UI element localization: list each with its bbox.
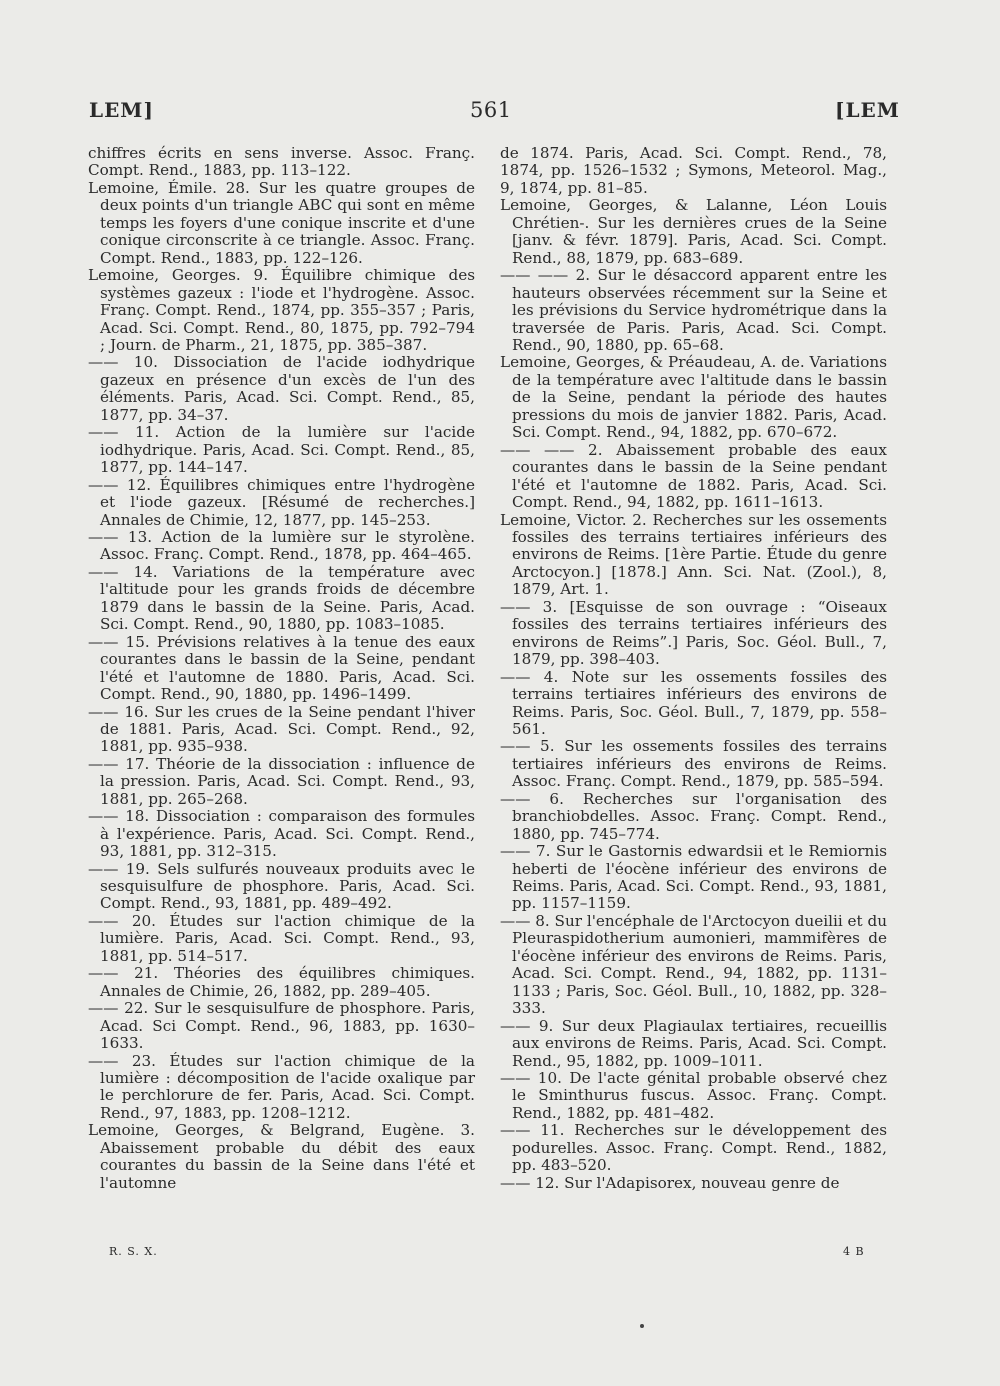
entry: —— —— 2. Abaissement probable des eaux courantes dans le bassin de la Seine pendant l'été et l'automne de 1882. Paris, Acad. Sci. Compt. Rend., 94, 1882, pp. 1611–1613.	[500, 440, 887, 512]
entry: —— 5. Sur les ossements fossiles des terrains tertiaires inférieurs des environs de Reims. Assoc. Franç. Compt. Rend., 1879, pp. 585–594.	[500, 737, 887, 791]
entry: —— 19. Sels sulfurés nouveaux produits avec le sesquisulfure de phosphore. Paris, Acad. Sci. Compt. Rend., 93, 1881, pp. 489–492.	[88, 859, 475, 913]
entry: —— 4. Note sur les ossements fossiles des terrains tertiaires inférieurs des environs de Reims. Paris, Soc. Géol. Bull., 7, 1879, pp. 558–561.	[500, 667, 887, 738]
right-column	[500, 145, 887, 1192]
entry: —— 11. Recherches sur le développement des podurelles. Assoc. Franç. Compt. Rend., 1882, pp. 483–520.	[500, 1121, 887, 1175]
running-head-right: [LEM	[835, 98, 900, 122]
entry: Lemoine, Georges, & Belgrand, Eugène. 3. Abaissement probable du débit des eaux courantes du bassin de la Seine dans l'été et l'automne	[88, 1121, 475, 1192]
page-number: 561	[470, 98, 512, 122]
entry: Lemoine, Émile. 28. Sur les quatre groupes de deux points d'un triangle ABC qui sont en même temps les foyers d'une conique inscrite et d'une conique circonscrite à ce triangle. Assoc. Franç. Compt. Rend., 1883, pp. 122–126.	[88, 178, 475, 267]
entry: chiffres écrits en sens inverse. Assoc. Franç. Compt. Rend., 1883, pp. 113–122.	[88, 144, 475, 180]
entry: —— 22. Sur le sesquisulfure de phosphore. Paris, Acad. Sci Compt. Rend., 96, 1883, pp. 1630–1633.	[88, 999, 475, 1053]
entry: —— 10. De l'acte génital probable observé chez le Sminthurus fuscus. Assoc. Franç. Compt. Rend., 1882, pp. 481–482.	[500, 1069, 887, 1122]
entry: de 1874. Paris, Acad. Sci. Compt. Rend., 78, 1874, pp. 1526–1532 ; Symons, Meteorol. Mag., 9, 1874, pp. 81–85.	[500, 144, 887, 197]
entry: —— 16. Sur les crues de la Seine pendant l'hiver de 1881. Paris, Acad. Sci. Compt. Rend., 92, 1881, pp. 935–938.	[88, 702, 475, 756]
entry: Lemoine, Georges, & Préaudeau, A. de. Variations de la température avec l'altitude dans le bassin de la Seine, pendant la période des hautes pressions du mois de janvier 1882. Paris, Acad. Sci. Compt. Rend., 94, 1882, pp. 670–672.	[500, 353, 887, 442]
entry: —— 12. Sur l'Adapisorex, nouveau genre de	[500, 1173, 840, 1192]
entry: —— 7. Sur le Gastornis edwardsii et le Remiornis heberti de l'éocène inférieur des environs de Reims. Paris, Acad. Sci. Compt. Rend., 93, 1881, pp. 1157–1159.	[500, 842, 887, 913]
running-head-left: LEM]	[89, 98, 154, 122]
ink-speck	[640, 1324, 644, 1328]
entry: —— 9. Sur deux Plagiaulax tertiaires, recueillis aux environs de Reims. Paris, Acad. Sci. Compt. Rend., 95, 1882, pp. 1009–1011.	[500, 1016, 887, 1070]
signature-mark: R. S. X.	[109, 1245, 158, 1258]
entry: —— 12. Équilibres chimiques entre l'hydrogène et l'iode gazeux. [Résumé de recherches.] Annales de Chimie, 12, 1877, pp. 145–253.	[88, 475, 475, 529]
entry: —— 10. Dissociation de l'acide iodhydrique gazeux en présence d'un excès de l'un des éléments. Paris, Acad. Sci. Compt. Rend., 85, 1877, pp. 34–37.	[88, 353, 475, 424]
entry: —— 14. Variations de la température avec l'altitude pour les grands froids de décembre 1879 dans le bassin de la Seine. Paris, Acad. Sci. Compt. Rend., 90, 1880, pp. 1083–1085.	[88, 562, 475, 634]
entry: Lemoine, Georges, & Lalanne, Léon Louis Chrétien-. Sur les dernières crues de la Seine [janv. & févr. 1879]. Paris, Acad. Sci. Compt. Rend., 88, 1879, pp. 683–689.	[500, 196, 887, 267]
entry: —— 15. Prévisions relatives à la tenue des eaux courantes dans le bassin de la Seine, pendant l'été et l'automne de 1880. Paris, Acad. Sci. Compt. Rend., 90, 1880, pp. 1496–1499.	[88, 632, 475, 704]
entry: —— 17. Théorie de la dissociation : influence de la pression. Paris, Acad. Sci. Compt. Rend., 93, 1881, pp. 265–268.	[88, 754, 475, 808]
entry: —— 23. Études sur l'action chimique de la lumière : décomposition de l'acide oxalique par le perchlorure de fer. Paris, Acad. Sci. Compt. Rend., 97, 1883, pp. 1208–1212.	[88, 1051, 475, 1122]
left-column	[88, 145, 475, 1192]
entry: —— 6. Recherches sur l'organisation des branchiobdelles. Assoc. Franç. Compt. Rend., 1880, pp. 745–774.	[500, 789, 887, 843]
entry: —— 20. Études sur l'action chimique de la lumière. Paris, Acad. Sci. Compt. Rend., 93, 1881, pp. 514–517.	[88, 911, 475, 965]
entry: Lemoine, Victor. 2. Recherches sur les ossements fossiles des terrains tertiaires inférieurs des environs de Reims. [1ère Partie. Étude du genre Arctocyon.] [1878.] Ann. Sci. Nat. (Zool.), 8, 1879, Art. 1.	[500, 510, 887, 599]
entry: —— 8. Sur l'encéphale de l'Arctocyon dueilii et du Pleuraspidotherium aumonieri, mammifères de l'éocène inférieur des environs de Reims. Paris, Acad. Sci. Compt. Rend., 94, 1882, pp. 1131–1133 ; Paris, Soc. Géol. Bull., 10, 1882, pp. 328–333.	[500, 911, 887, 1018]
entry: —— 18. Dissociation : comparaison des formules à l'expérience. Paris, Acad. Sci. Compt. Rend., 93, 1881, pp. 312–315.	[88, 807, 475, 861]
gathering-mark: 4 B	[843, 1245, 865, 1258]
entry: —— 3. [Esquisse de son ouvrage : “Oiseaux fossiles des terrains tertiaires inférieurs des environs de Reims”.] Paris, Soc. Géol. Bull., 7, 1879, pp. 398–403.	[500, 597, 887, 669]
entry: Lemoine, Georges. 9. Équilibre chimique des systèmes gazeux : l'iode et l'hydrogène. Assoc. Franç. Compt. Rend., 1874, pp. 355–357 ; Paris, Acad. Sci. Compt. Rend., 80, 1875, pp. 792–794 ; Journ. de Pharm., 21, 1875, pp. 385–387.	[88, 266, 475, 354]
entry: —— 11. Action de la lumière sur l'acide iodhydrique. Paris, Acad. Sci. Compt. Rend., 85, 1877, pp. 144–147.	[88, 423, 475, 477]
entry: —— 21. Théories des équilibres chimiques. Annales de Chimie, 26, 1882, pp. 289–405.	[88, 964, 475, 1000]
entry: —— 13. Action de la lumière sur le styrolène. Assoc. Franç. Compt. Rend., 1878, pp. 464–465.	[88, 527, 475, 564]
entry: —— —— 2. Sur le désaccord apparent entre les hauteurs observées récemment sur la Seine et les prévisions du Service hydrométrique dans la traversée de Paris. Paris, Acad. Sci. Compt. Rend., 90, 1880, pp. 65–68.	[500, 266, 887, 354]
